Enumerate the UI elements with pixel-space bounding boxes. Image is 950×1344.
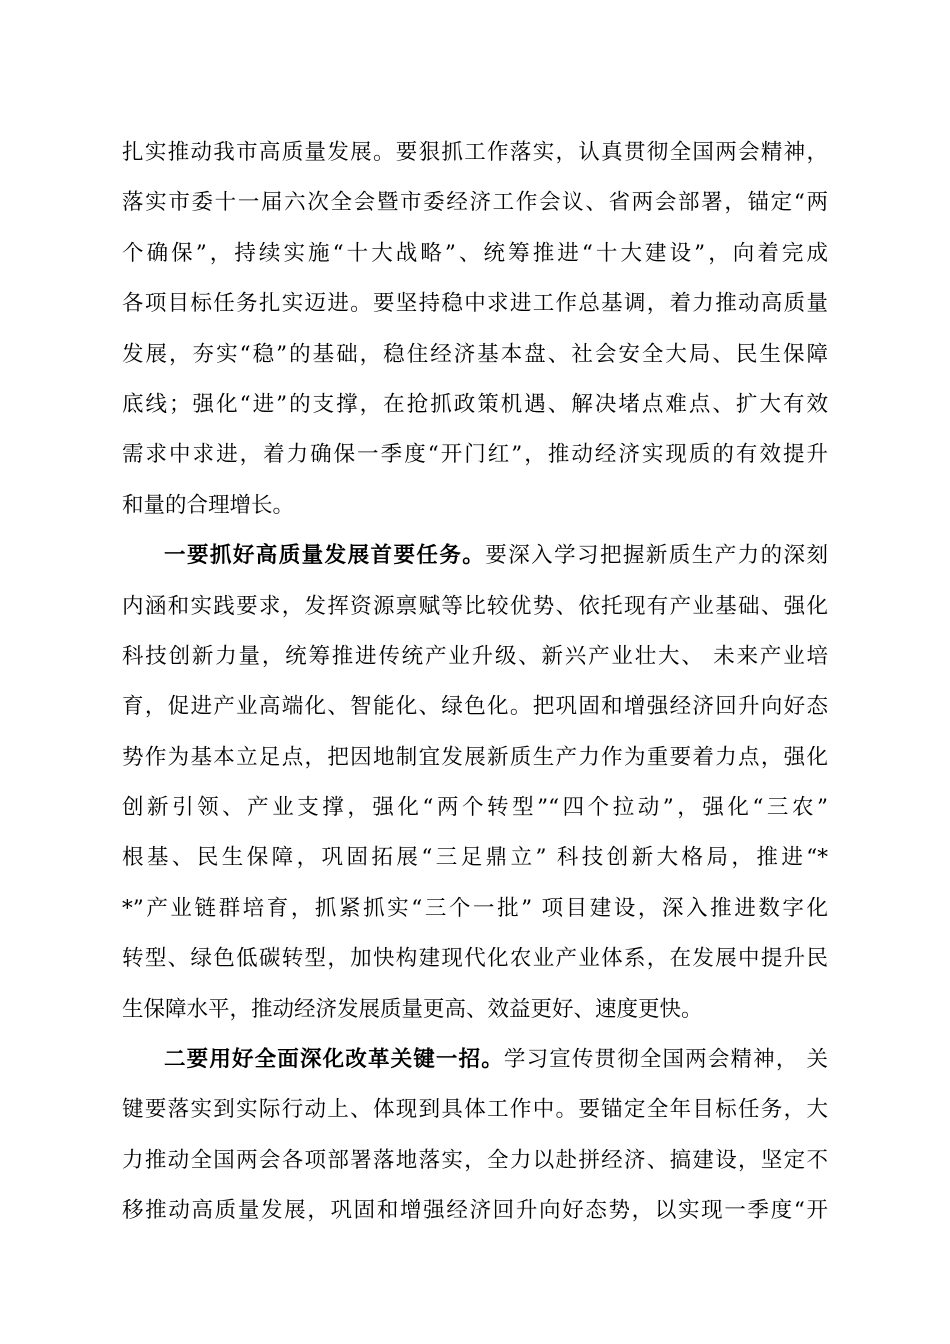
paragraph-first-line	[122, 531, 828, 581]
text-line: 扎实推动我市高质量发展。要狠抓工作落实，认真贯彻全国两会精神，	[122, 140, 828, 165]
text-line: 创新引领、产业支撑，强化“两个转型”“四个拉动”，强化“三农”	[122, 795, 828, 821]
text-line: 根基、民生保障，巩固拓展“三足鼎立” 科技创新大格局，推进“*	[122, 845, 828, 871]
text-line: 生保障水平，推动经济发展质量更高、效益更好、速度更快。	[122, 996, 703, 1022]
text-line: 各项目标任务扎实迈进。要坚持稳中求进工作总基调，着力推动高质量	[122, 291, 828, 317]
text-line: 科技创新力量，统筹推进传统产业升级、新兴产业壮大、 未来产业培	[122, 643, 828, 669]
text-line: 个确保”，持续实施“十大战略”、统筹推进“十大建设”，向着完成	[122, 240, 828, 266]
text-line: 发展，夯实“稳”的基础，稳住经济基本盘、社会安全大局、民生保障	[122, 341, 828, 367]
text-line: 和量的合理增长。	[122, 492, 295, 518]
text-line: 落实市委十一届六次全会暨市委经济工作会议、省两会部署，锚定“两	[122, 190, 828, 216]
text-run: 学习宣传贯彻全国两会精神， 关	[503, 1047, 828, 1073]
text-line: *”产业链群培育，抓紧抓实“三个一批” 项目建设，深入推进数字化	[122, 895, 828, 921]
paragraph-first-line	[122, 1035, 828, 1085]
text-line: 内涵和实践要求，发挥资源禀赋等比较优势、依托现有产业基础、强化	[122, 593, 828, 619]
text-line: 转型、绿色低碳转型，加快构建现代化农业产业体系，在发展中提升民	[122, 946, 828, 972]
text-line: 底线；强化“进”的支撑，在抢抓政策机遇、解决堵点难点、扩大有效	[122, 391, 828, 417]
text-line: 需求中求进，着力确保一季度“开门红”，推动经济实现质的有效提升	[122, 442, 828, 468]
paragraph-1	[122, 128, 828, 531]
text-line: 移推动高质量发展，巩固和增强经济回升向好态势，以实现一季度“开	[122, 1198, 828, 1224]
text-line: 育，促进产业高端化、智能化、绿色化。把巩固和增强经济回升向好态	[122, 694, 828, 720]
text-line: 力推动全国两会各项部署落地落实，全力以赴拼经济、搞建设，坚定不	[122, 1147, 828, 1173]
section-heading: 二要用好全面深化改革关键一招。	[164, 1047, 504, 1073]
text-line: 势作为基本立足点，把因地制宜发展新质生产力作为重要着力点，强化	[122, 744, 828, 770]
paragraph-3	[122, 1035, 828, 1237]
document-body	[122, 128, 828, 1237]
section-heading: 一要抓好高质量发展首要任务。	[164, 543, 486, 569]
text-line: 键要落实到实际行动上、体现到具体工作中。要锚定全年目标任务，大	[122, 1097, 828, 1123]
text-run: 要深入学习把握新质生产力的深刻	[485, 543, 828, 569]
paragraph-2	[122, 531, 828, 1035]
